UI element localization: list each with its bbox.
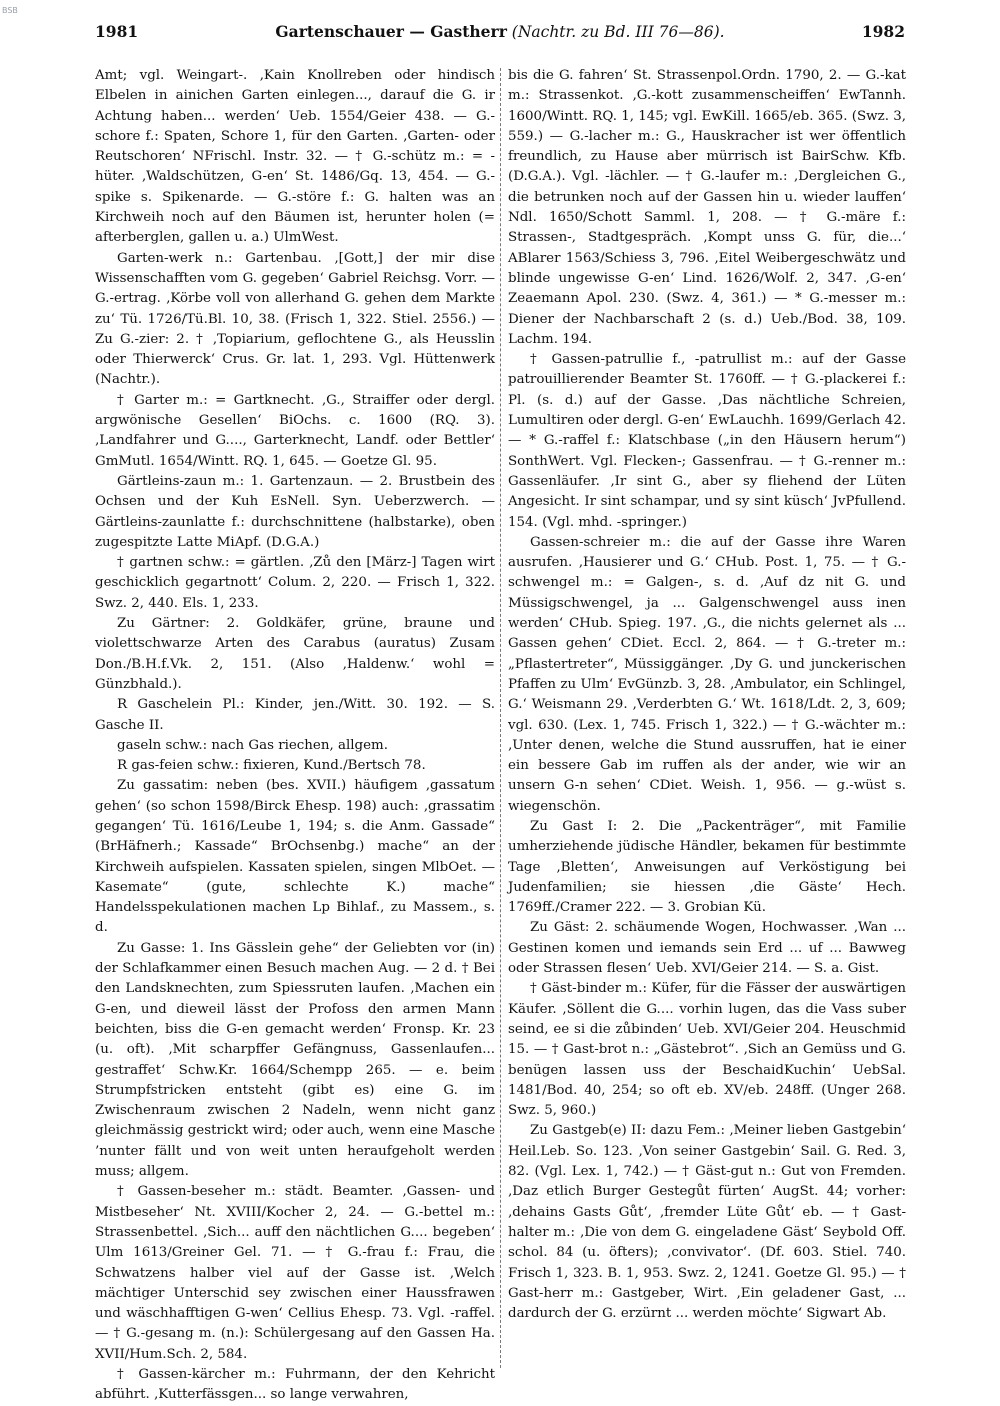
running-title-main: Gartenschauer — Gastherr (275, 22, 507, 41)
page-header (95, 22, 905, 48)
entry-weingart: Amt; vgl. Weingart-. ‚Kain Knollreben oder hindisch Elbelen in ainichen Garten einlegen..., darauf die G. ir Achtung haben... werden‘ Ueb. 1554/Geier 438. — G.-schore f.: Spaten, Schore 1, für den Garten. ‚Garten- oder Reutschoren‘ NFrischl. Instr. 32. — † G.-schütz m.: = -hüter. ‚Waldschützen, G-en‘ St. 1486/Gq. 13, 454. — G.-spike s. Spikenarde. — G.-störe f.: G. halten was an Kirchweih noch auf den Bäumen ist, herunter holen (= afterberglen, gallen u. a.) UlmWest. (95, 68, 495, 246)
entry-gassenpatrullie: † Gassen-patrullie f., -patrullist m.: auf der Gasse patrouillierender Beamter St. 1760ff. — † G.-plackerei f.: Pl. (s. d.) auf der Gasse. ‚Das nächtliche Schreien, Lumultiren oder dergl. G-en‘ EwLauchh. 1699/Gerlach 42. — * G.-raffel f.: Klatschbase („in den Häusern herum“) SonthWert. Vgl. Flecken-; Gassenfrau. — † G.-renner m.: Gassenläufer. ‚Ir sint G., aber sy fliehend der Lüten Angesicht. Ir sint schampar, und sy sint küsch‘ JvPfullend. 154. (Vgl. mhd. -springer.) (508, 352, 906, 530)
running-title (95, 22, 905, 41)
entry-gaschelein: R Gaschelein Pl.: Kinder, jen./Witt. 30. 192. — S. Gasche II. (95, 697, 495, 733)
left-column (95, 66, 495, 1403)
entry-gartenwerk: Garten-werk n.: Gartenbau. ‚[Gott,] der mir dise Wissenschafften vom G. gegeben‘ Gabriel Reichsg. Vorr. — G.-ertrag. ‚Körbe voll von allerhand G. gehen dem Markte zu‘ Tü. 1726/Tü.Bl. 10, 38. (Frisch 1, 322. Stiel. 2556.) — Zu G.-zier: 2. † ‚Topiarium, geflochtene G., als Heusslin oder Thierwerck‘ Crus. Gr. lat. 1, 293. Vgl. Hüttenwerk (Nachtr.). (95, 250, 495, 388)
library-stamp: BSB (2, 6, 18, 15)
entry-gassenschreier: Gassen-schreier m.: die auf der Gasse ihre Waren ausrufen. ‚Hausierer und G.‘ CHub. Post. 1, 75. — † G.-schwengel m.: = Galgen-, s. d. ‚Auf dz nit G. und Müssigschwengel, ja ... Galgenschwengel auss inen werden‘ CHub. Spieg. 197. ‚G., die nichts gelernet als ... Gassen gehen‘ CDiet. Eccl. 2, 864. — † G.-treter m.: „Pflastertreter“, Müssiggänger. ‚Dy G. und junckerischen Pfaffen zu Ulm‘ EvGünzb. 3, 28. ‚Ambulator, ein Schlingel, G.‘ Weismann 29. ‚Verderbten G.‘ Wt. 1618/Ldt. 2, 3, 609; vgl. 630. (Lex. 1, 745. Frisch 1, 322.) — † G.-wächter m.: ‚Unter denen, welche die Stund aussruffen, hat ie einer ein bessere Gab im ruffen als der ander, wie wir an unsern G-n sehen‘ CDiet. Weish. 1, 956. — g.-wüst s. wiegenschön. (508, 534, 906, 814)
entry-gaertner: Zu Gärtner: 2. Goldkäfer, grüne, braune und violettschwarze Arten des Carabus (auratus) Zusam Don./B.H.f.Vk. 2, 151. (Also ‚Haldenw.‘ wohl = Günzbhald.). (95, 616, 495, 692)
entry-gartnen: † gartnen schw.: = gärtlen. ‚Zů den [März-] Tagen wirt geschicklich gegartnott‘ Colum. 2, 220. — Frisch 1, 322. Swz. 2, 440. Els. 1, 233. (95, 555, 495, 611)
entry-gassenkat: bis die G. fahren‘ St. Strassenpol.Ordn. 1790, 2. — G.-kat m.: Strassenkot. ‚G.-kott zusammenscheiffen‘ EwTannh. 1600/Wintt. RQ. 1, 145; vgl. EwKill. 1665/eb. 365. (Swz. 3, 559.) — G.-lacher m.: G., Hauskracher ist wer öffentlich freundlich, zu Hause aber mürrisch ist BairSchw. Kfb. (D.G.A.). Vgl. -lächler. — † G.-laufer m.: ‚Dergleichen G., die betrunken noch auf der Gassen hin u. wieder lauffen‘ Ndl. 1650/Schott Samml. 1, 208. — † G.-märe f.: Strassen-, Stadtgespräch. ‚Kompt unss G. für, die...‘ ABlarer 1563/Schiess 3, 796. ‚Eitel Weibergeschwätz und blinde ungewisse G-en‘ Lind. 1626/Wolf. 2, 347. ‚G-en‘ Zeaemann Apol. 230. (Swz. 4, 361.) — * G.-messer m.: Diener der Nachbarschaft 2 (s. d.) Ueb./Bod. 38, 109. Lachm. 194. (508, 68, 906, 347)
entry-gassenkaercher: † Gassen-kärcher m.: Fuhrmann, der den Kehricht abführt. ‚Kutterfässgen... so lange verwahren, (95, 1367, 495, 1403)
column-divider (500, 68, 501, 1368)
entry-garter: † Garter m.: = Gartknecht. ‚G., Straiffer oder dergl. argwönische Gesellen‘ BiOchs. c. 1600 (RQ. 3). ‚Landfahrer und G...., Garterknecht, Landf. oder Bettler‘ GmMutl. 1654/Wintt. RQ. 1, 645. — Goetze Gl. 95. (95, 392, 495, 469)
entry-gastgebe: Zu Gastgeb(e) II: dazu Fem.: ‚Meiner lieben Gastgebin‘ Heil.Leb. So. 123. ‚Von seiner Gastgebin‘ Sail. G. Red. 3, 82. (Vgl. Lex. 1, 742.) — † Gäst-gut n.: Gut von Fremden. ‚Daz etlich Burger Gestegůt fürten‘ AugSt. 44; vorher: ‚dehains Gasts Gůt‘, ‚fremder Lüte Gůt‘ eb. — † Gast-halter m.: ‚Die von dem G. eingeladene Gäst‘ Seybold Off. schol. 84 (u. öfters); ‚convivator‘. (Df. 603. Stiel. 740. Frisch 1, 323. B. 1, 953. Swz. 2, 1241. Goetze Gl. 95.) — † Gast-herr m.: Gastgeber, Wirt. ‚Ein geladener Gast, ... dardurch der G. erzürnt ... werden möchte‘ Sigwart Ab. (508, 1123, 906, 1322)
entry-gaseln: gaseln schw.: nach Gas riechen, allgem. (117, 737, 388, 753)
entry-gaest: Zu Gäst: 2. schäumende Wogen, Hochwasser. ‚Wan ... Gestinen komen und iemands sein Erd ... uf ... Bawweg oder Strassen flesen‘ Ueb. XVI/Geier 214. — S. a. Gist. (508, 920, 906, 977)
entry-gaertleinszaun: Gärtleins-zaun m.: 1. Gartenzaun. — 2. Brustbein des Ochsen und der Kuh EsNell. Syn. Ueberzwerch. — Gärtleins-zaunlatte f.: durchschnittene (halbstarke), oben zugespitzte Latte MiApf. (D.G.A.) (95, 473, 495, 550)
page-number-left: 1981 (95, 22, 139, 41)
entry-gast: Zu Gast I: 2. Die „Packenträger“, mit Familie umherziehende jüdische Händler, bekamen für bestimmte Tage ‚Bletten‘, Anweisungen auf Verköstigung bei Judenfamilien; sie hiessen ‚die Gäste‘ Hech. 1769ff./Cramer 222. — 3. Grobian Kü. (508, 818, 906, 916)
entry-gassatim: Zu gassatim: neben (bes. XVII.) häufigem ‚gassatum gehen‘ (so schon 1598/Birck Ehesp. 198) auch: ‚grassatim gegangen‘ Tü. 1616/Leube 1, 194; s. die Anm. Gassade“ (BrHäfnerh.; Kassade“ BrOchsenbg.) mache“ an der Kirchweih aufspielen. Kassaten spielen, singen MlbOet. — Kasemate“ (gute, schlechte K.) mache“ Handelsspekulationen machen Lp Bihlaf., zu Massem., s. d. (95, 778, 495, 936)
running-title-note: (Nachtr. zu Bd. III 76—86). (511, 23, 725, 41)
entry-gasfeien: R gas-feien schw.: fixieren, Kund./Bertsch 78. (117, 758, 426, 774)
entry-gassenbeseher: † Gassen-beseher m.: städt. Beamter. ‚Gassen- und Mistbeseher‘ Nt. XVIII/Kocher 2, 24. — G.-bettel m.: Strassenbettel. ‚Sich... auff den nächtlichen G.... begeben‘ Ulm 1613/Greiner Gel. 71. — † G.-frau f.: Frau, die Schwatzens halber viel auf der Gasse ist. ‚Welch mächtiger Unterschid sey zwischen einer Haussfrawen und wäschhafftigen G-wen‘ Cellius Ehesp. 73. Vgl. -raffel. — † G.-gesang m. (n.): Schülergesang auf den Gassen Ha. XVII/Hum.Sch. 2, 584. (95, 1184, 495, 1362)
page-number-right: 1982 (861, 22, 905, 41)
entry-gasse: Zu Gasse: 1. Ins Gässlein gehe“ der Geliebten vor (in) der Schlafkammer einen Besuch machen Aug. — 2 d. † Bei den Landsknechten, zum Spiessruten laufen. ‚Machen ein G-en, und dieweil lässt der Profoss den armen Mann beichten, biss die G-en gemacht werden‘ Fronsp. Kr. 23 (u. oft). ‚Mit scharpffer Gefängnuss, Gassenlaufen... gestraffet‘ Schw.Kr. 1664/Schempp 265. — e. beim Strumpfstricken entsteht (gibt es) eine G. im Zwischenraum zwischen 2 Nadeln, wenn nicht ganz gleichmässig gestrickt wird; oder auch, wenn eine Masche ’nunter fällt und von weit unten heraufgeholt werden muss; allgem. (95, 940, 495, 1180)
entry-gaestbinder: † Gäst-binder m.: Küfer, für die Fässer der auswärtigen Käufer. ‚Söllent die G.... vorhin lugen, das die Vass suber seind, ee si die zůbinden‘ Ueb. XVI/Geier 204. Heuschmid 15. — † Gast-brot n.: „Gästebrot“. ‚Sich an Gemüss und G. benügen lassen uss der BeschaidKuchin‘ UebSal. 1481/Bod. 40, 254; so oft eb. XV/eb. 248ff. (Unger 268. Swz. 5, 960.) (508, 981, 906, 1119)
right-column (508, 66, 906, 1376)
